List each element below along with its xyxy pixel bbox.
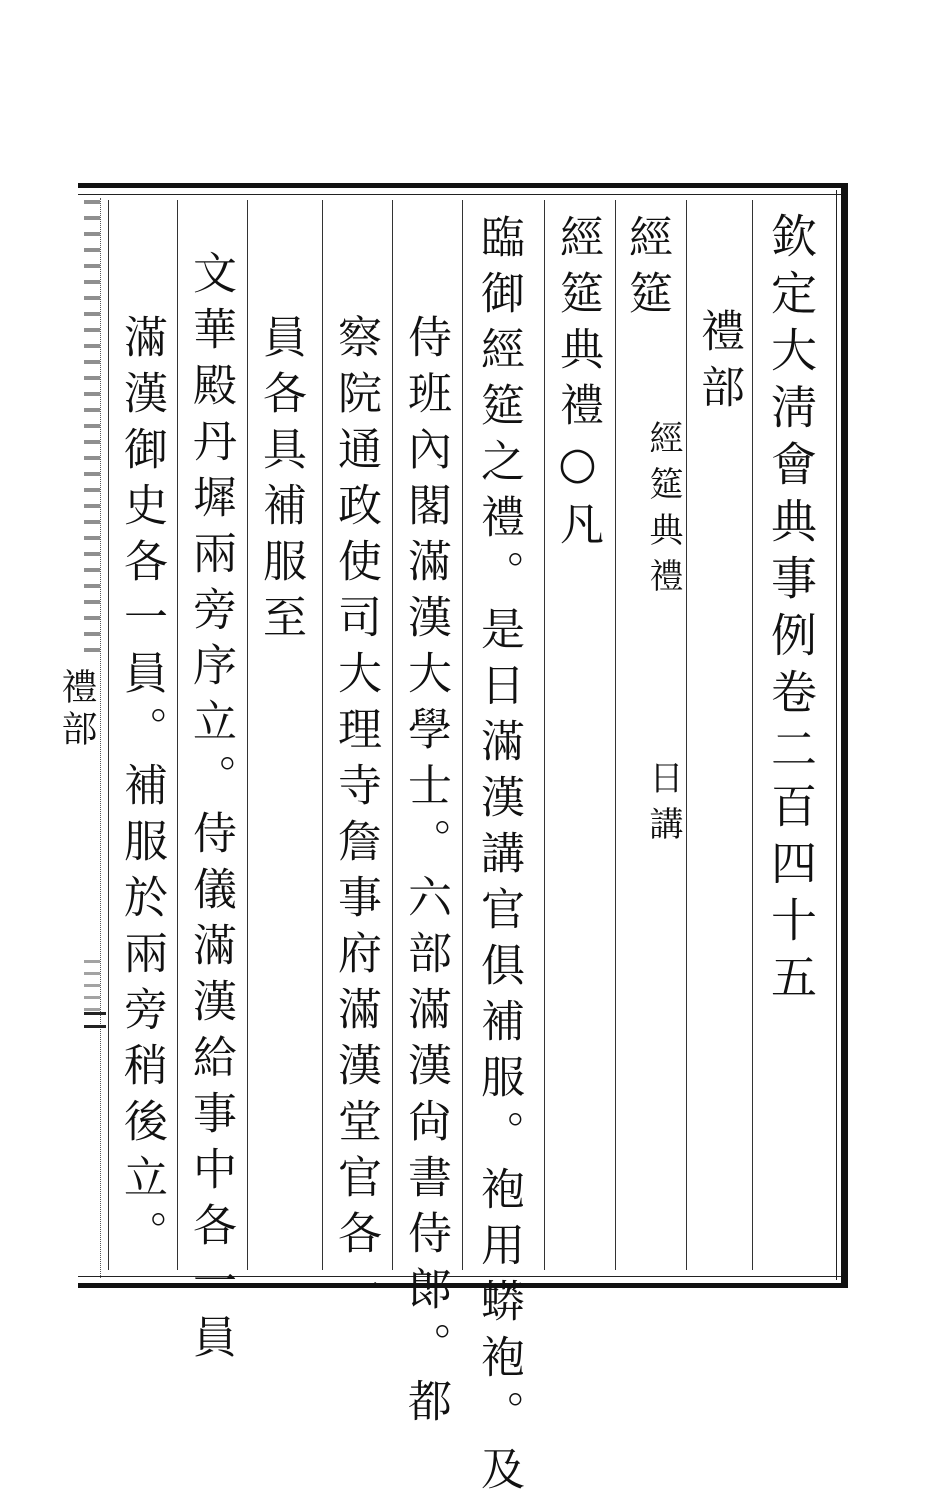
text-column-3: 侍班內閣滿漢大學士。六部滿漢尙書侍郞。都 [400, 314, 451, 1434]
text-column-4: 察院通政使司大理寺詹事府滿漢堂官各一 [330, 314, 381, 1322]
text-column-6: 文華殿丹墀兩旁序立。侍儀滿漢給事中各一員 [185, 250, 236, 1370]
subsection-label-left: 經筵典禮 [643, 420, 683, 604]
text-column-2: 臨御經筵之禮。是日滿漢講官俱補服。袍用蟒袍。及 [473, 214, 524, 1502]
folio-mark [84, 1012, 106, 1015]
column-rule [615, 200, 616, 1270]
column-rule [462, 200, 463, 1270]
column-rule [544, 200, 545, 1270]
text-column-5: 員各具補服至 [255, 314, 306, 650]
text-column-7: 滿漢御史各一員。補服於兩旁稍後立。 [116, 314, 167, 1266]
column-rule [686, 200, 687, 1270]
column-rule [752, 200, 753, 1270]
section-heading: 經筵 [621, 214, 672, 326]
subsection-label-right: 日講 [643, 760, 683, 852]
column-rule [247, 200, 248, 1270]
column-rule [177, 200, 178, 1270]
department-heading: 禮部 [693, 308, 744, 420]
volume-title: 欽定大淸會典事例卷二百四十五 [764, 212, 818, 1010]
column-rule [322, 200, 323, 1270]
column-rule [108, 200, 109, 1270]
text-column-1: 經筵典禮○凡 [552, 214, 603, 557]
margin-label: 禮部 [56, 668, 97, 752]
column-rule [392, 200, 393, 1270]
frame-inner-rule [836, 190, 837, 1280]
